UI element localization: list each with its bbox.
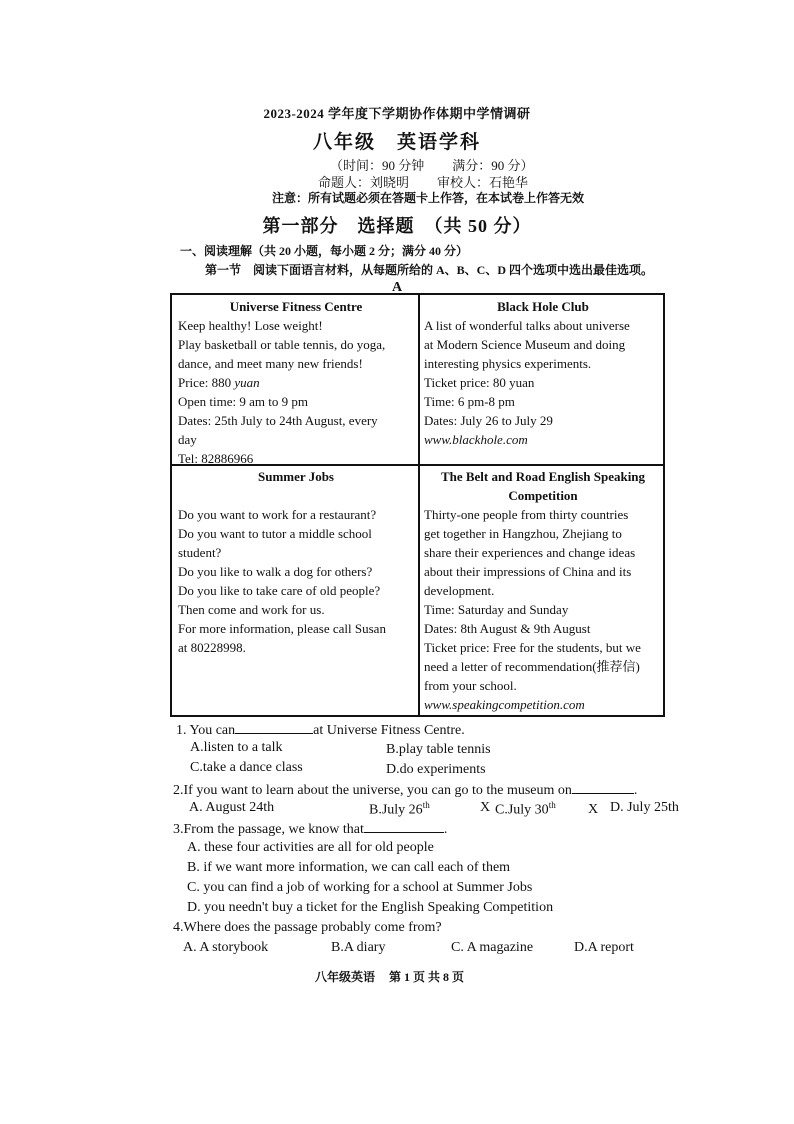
ad-title-cont: Competition [508,488,578,503]
ad-dates-cont: day [178,432,197,447]
ad-tel: Tel: 82886966 [178,451,254,466]
ad-line: Do you like to take care of old people? [178,583,381,598]
option-d: D.A report [574,940,634,955]
ad-line: Do you want to work for a restaurant? [178,507,377,522]
ad-ticket: Ticket price: Free for the students, but we [424,640,641,655]
exam-author: 命题人：刘晓明 [318,175,410,190]
price-label: Price: 880 [178,375,235,390]
ad-line: Keep healthy! Lose weight! [178,318,323,333]
option-a: A.listen to a talk [190,740,283,755]
ad-ticket-cont: from your school. [424,678,517,693]
ad-line: share their experiences and change ideas [424,545,636,560]
ad-line: development. [424,583,495,598]
ad-line: about their impressions of China and its [424,564,632,579]
option-b: B. if we want more information, we can call each of them [187,860,511,875]
ad-summer-jobs [178,467,414,657]
option-c: C. A magazine [451,940,534,955]
question-stem: 1. You can [176,723,236,738]
question-stem: 2.If you want to learn about the universe, you can go to the museum on [173,783,572,798]
answer-blank [235,721,313,734]
price-unit: yuan [234,375,260,390]
option-d: D. July 25th [610,800,679,815]
ad-price [178,373,414,392]
ad-title: Summer Jobs [258,469,334,484]
exam-notice: 注意：所有试题必须在答题卡上作答，在本试卷上作答无效 [272,191,585,205]
ad-line: Then come and work for us. [178,602,325,617]
question-2 [173,781,637,799]
option-d: D. you needn't buy a ticket for the English Speaking Competition [187,900,554,915]
option-a: A. these four activities are all for old people [187,840,434,855]
cross-mark: X [588,802,599,817]
ad-line: A list of wonderful talks about universe [424,318,630,333]
answer-blank [364,820,444,833]
section-heading: 一、阅读理解（共 20 小题，每小题 2 分；满分 40 分） [180,244,469,258]
question-1 [176,721,465,739]
option-c: C.take a dance class [190,760,303,775]
spacer [178,486,414,505]
ad-line: at Modern Science Museum and doing [424,337,626,352]
ad-line: student? [178,545,222,560]
question-stem: 3.From the passage, we know that [173,822,364,837]
question-stem-end: . [633,783,638,798]
option-b: B.play table tennis [386,742,491,757]
ad-line: at 80228998. [178,640,246,655]
ad-dates: Dates: 8th August & 9th August [424,621,591,636]
table-divider-vertical [418,295,420,715]
option-text: C.July 30 [495,802,549,818]
exam-header-title: 2023-2024 学年度下学期协作体期中学情调研 [263,106,531,121]
answer-blank [572,781,634,794]
ads-table [170,293,665,717]
ad-line: For more information, please call Susan [178,621,386,636]
exam-time: （时间：90 分钟 [330,158,425,173]
ad-title: The Belt and Road English Speaking [440,469,646,484]
ad-black-hole-club [424,297,662,449]
ad-time: Time: Saturday and Sunday [424,602,569,617]
question-stem-end: at Universe Fitness Centre. [313,723,465,738]
ad-fitness-centre [178,297,414,468]
passage-letter: A [391,280,403,295]
part-title: 第一部分 选择题 （共 50 分） [262,216,532,236]
ordinal-suffix: th [548,800,556,810]
option-c [495,800,556,819]
question-stem-end: . [443,822,448,837]
option-text: B.July 26 [369,802,423,818]
ad-title: Universe Fitness Centre [229,299,363,314]
ad-dates: Dates: 25th July to 24th August, every [178,413,378,428]
question-4: 4.Where does the passage probably come from? [173,920,442,935]
question-3 [173,820,447,838]
ordinal-suffix: th [422,800,430,810]
ad-time: Time: 6 pm-8 pm [424,394,515,409]
ad-line: Do you want to tutor a middle school [178,526,372,541]
cross-mark: X [480,800,491,815]
grade-subject-title: 八年级 英语学科 [312,132,481,153]
exam-reviewer: 审校人：石艳华 [437,175,529,190]
section-instruction: 第一节 阅读下面语言材料，从每题所给的 A、B、C、D 四个选项中选出最佳选项。 [205,263,654,277]
option-b [369,800,430,819]
ad-ticket: Ticket price: 80 yuan [424,375,535,390]
option-a: A. August 24th [189,800,275,815]
ad-website: www.speakingcompetition.com [424,697,585,712]
page-footer [315,968,478,985]
footer-page-number: 第 1 页 共 8 页 [389,970,465,984]
ad-speaking-competition [424,467,662,714]
ad-dates: Dates: July 26 to July 29 [424,413,553,428]
ad-title: Black Hole Club [497,299,589,314]
ad-website: www.blackhole.com [424,432,528,447]
option-a: A. A storybook [183,940,269,955]
ad-line: Thirty-one people from thirty countries [424,507,629,522]
exam-score: 满分：90 分） [452,158,534,173]
ad-line: dance, and meet many new friends! [178,356,363,371]
ad-line: interesting physics experiments. [424,356,592,371]
ad-line: get together in Hangzhou, Zhejiang to [424,526,622,541]
ad-ticket-cont: need a letter of recommendation(推荐信) [424,659,640,674]
ad-line: Do you like to walk a dog for others? [178,564,373,579]
footer-subject: 八年级英语 [315,970,376,984]
option-b: B.A diary [331,940,386,955]
ad-open-time: Open time: 9 am to 9 pm [178,394,308,409]
option-c: C. you can find a job of working for a school at Summer Jobs [187,880,533,895]
ad-line: Play basketball or table tennis, do yoga, [178,337,386,352]
option-d: D.do experiments [386,762,486,777]
